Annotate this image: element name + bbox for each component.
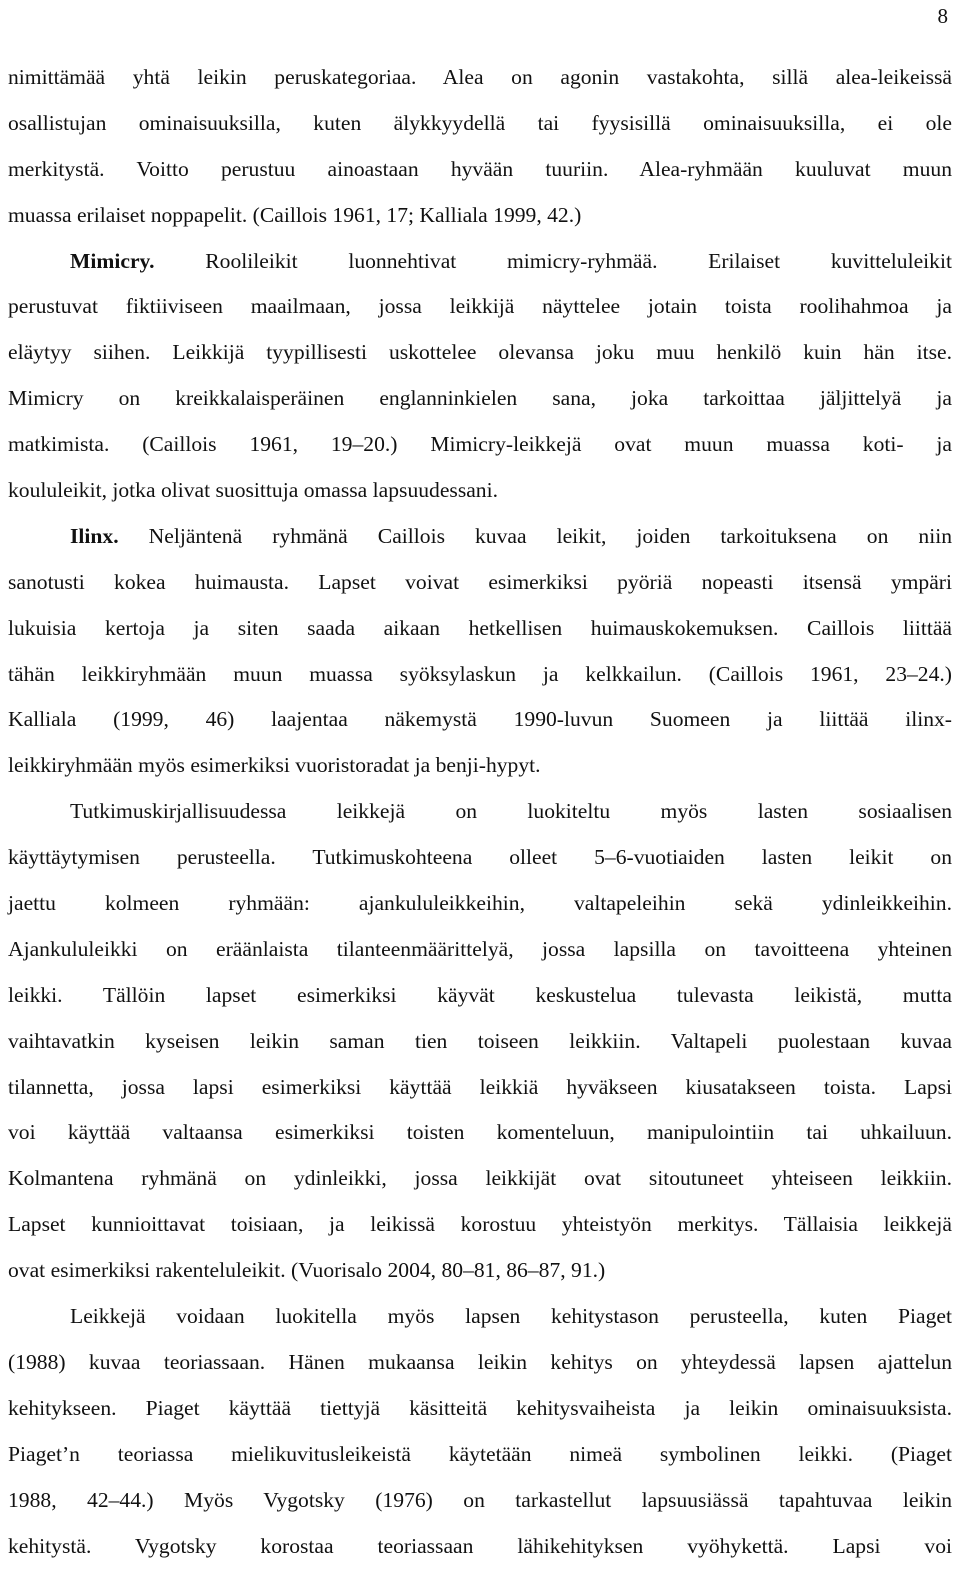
text-line: leikkiryhmään myös esimerkiksi vuoristoradat ja benji-hypyt.: [8, 753, 541, 778]
text-line: sanotusti kokea huimausta. Lapset voivat esimerkiksi pyöriä nopeasti itsensä ympäri: [8, 569, 952, 594]
text-line: lukuisia kertoja ja siten saada aikaan hetkellisen huimauskokemuksen. Caillois liittää: [8, 615, 952, 640]
text-line: ovat esimerkiksi rakenteluleikit. (Vuorisalo 2004, 80–81, 86–87, 91.): [8, 1258, 606, 1283]
text-line: Tutkimuskirjallisuudessa leikkejä on luokiteltu myös lasten sosiaalisen: [70, 799, 952, 824]
text-line: eläytyy siihen. Leikkijä tyypillisesti uskottelee olevansa joku muu henkilö kuin hän itse.: [8, 340, 952, 365]
term-ilinx: Ilinx.: [70, 523, 119, 548]
text-line: tilannetta, jossa lapsi esimerkiksi käyttää leikkiä hyväkseen kiusatakseen toista. Lapsi: [8, 1074, 952, 1099]
text-line: vaihtavatkin kyseisen leikin saman tien toiseen leikkiin. Valtapeli puolestaan kuvaa: [8, 1028, 952, 1053]
text-line: Leikkejä voidaan luokitella myös lapsen kehitystason perusteella, kuten Piaget: [70, 1304, 952, 1329]
text-line: leikki. Tällöin lapset esimerkiksi käyvät keskustelua tulevasta leikistä, mutta: [8, 982, 952, 1007]
text-line-with-term: [8, 239, 952, 285]
text-line: Piaget’n teoriassa mielikuvitusleikeistä käytetään nimeä symbolinen leikki. (Piaget: [8, 1441, 952, 1466]
text-line: Mimicry on kreikkalaisperäinen englanninkielen sana, joka tarkoittaa jäljittelyä ja: [8, 386, 952, 411]
body-text: [8, 55, 952, 1569]
text-line: jaettu kolmeen ryhmään: ajankululeikkeihin, valtapeleihin sekä ydinleikkeihin.: [8, 891, 952, 916]
text-line: osallistujan ominaisuuksilla, kuten älykkyydellä tai fyysisillä ominaisuuksilla, ei ole: [8, 110, 952, 135]
text-line: nimittämää yhtä leikin peruskategoriaa. Alea on agonin vastakohta, sillä alea-leikeissä: [8, 65, 952, 89]
text-line-rest: Neljäntenä ryhmänä Caillois kuvaa leikit, joiden tarkoituksena on niin: [148, 523, 952, 548]
text-line: perustuvat fiktiiviseen maailmaan, jossa leikkijä näyttelee jotain toista roolihahmoa ja: [8, 294, 952, 319]
text-line: voi käyttää valtaansa esimerkiksi toisten komenteluun, manipulointiin tai uhkailuun.: [8, 1120, 952, 1145]
text-line: Kolmantena ryhmänä on ydinleikki, jossa leikkijät ovat sitoutuneet yhteiseen leikkiin.: [8, 1166, 952, 1191]
text-line: tähän leikkiryhmään muun muassa syöksylaskun ja kelkkailun. (Caillois 1961, 23–24.): [8, 661, 952, 686]
term-mimicry: Mimicry.: [70, 248, 155, 273]
text-line: kehitystä. Vygotsky korostaa teoriassaan lähikehityksen vyöhykettä. Lapsi voi: [8, 1533, 952, 1558]
text-line: Kalliala (1999, 46) laajentaa näkemystä 1990-luvun Suomeen ja liittää ilinx-: [8, 707, 952, 732]
text-line-with-term: [8, 514, 952, 560]
text-line: Lapset kunnioittavat toisiaan, ja leikissä korostuu yhteistyön merkitys. Tällaisia leikkejä: [8, 1212, 952, 1237]
page-number: 8: [937, 4, 948, 28]
text-line: kehitykseen. Piaget käyttää tiettyjä käsitteitä kehitysvaiheista ja leikin ominaisuuksista.: [8, 1395, 952, 1420]
text-line: 1988, 42–44.) Myös Vygotsky (1976) on tarkastellut lapsuusiässä tapahtuvaa leikin: [8, 1487, 952, 1512]
text-line: koululeikit, jotka olivat suosittuja omassa lapsuudessani.: [8, 478, 499, 503]
text-line: (1988) kuvaa teoriassaan. Hänen mukaansa leikin kehitys on yhteydessä lapsen ajattelun: [8, 1349, 952, 1374]
text-line: muassa erilaiset noppapelit. (Caillois 1961, 17; Kalliala 1999, 42.): [8, 202, 582, 227]
text-line: Ajankululeikki on eräänlaista tilanteenmäärittelyä, jossa lapsilla on tavoitteena yhteinen: [8, 936, 952, 961]
text-line: käyttäytymisen perusteella. Tutkimuskohteena olleet 5–6-vuotiaiden lasten leikit on: [8, 845, 952, 870]
text-line: matkimista. (Caillois 1961, 19–20.) Mimicry-leikkejä ovat muun muassa koti- ja: [8, 432, 952, 457]
text-line-rest: Roolileikit luonnehtivat mimicry-ryhmää. Erilaiset kuvitteluleikit: [205, 248, 952, 273]
text-line: merkitystä. Voitto perustuu ainoastaan hyvään tuuriin. Alea-ryhmään kuuluvat muun: [8, 156, 952, 181]
